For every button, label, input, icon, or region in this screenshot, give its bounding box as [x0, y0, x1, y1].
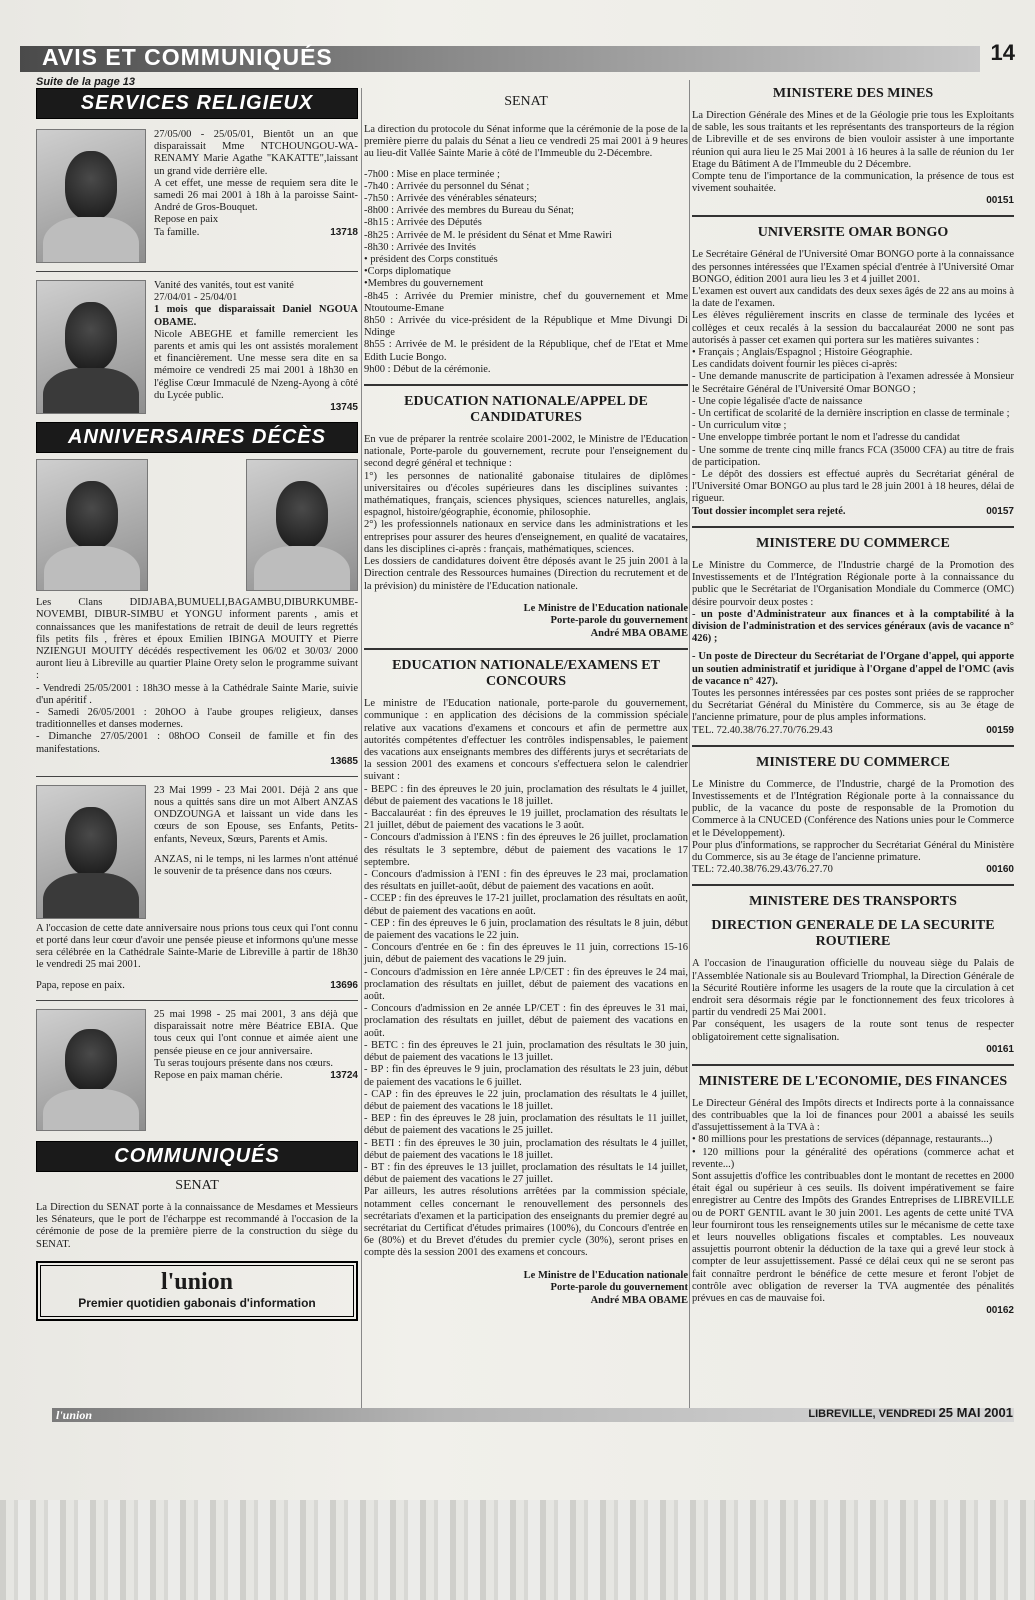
- exam-item: - BP : fin des épreuves le 9 juin, proclamation des résultats le 23 juin, début de paiement des vacations le 6 juillet.: [364, 1064, 688, 1088]
- notice-text: Vanité des vanités, tout est vanité: [154, 280, 294, 291]
- obituary-notice: [36, 280, 358, 414]
- notice-text: Le Ministre du Commerce, de l'Industrie, chargé de la Promotion des Investissements et de l'Intégration Régionale porte à la connaissance du public, de la vacance du poste de responsable de la Promotion du Commerce à la CNUCED (Conférence des Nations unies pour le Commerce et le Développement).: [692, 778, 1014, 839]
- exam-calendar: [364, 784, 688, 1187]
- schedule-item: 8h50 : Arrivée du vice-président de la République et Mme Divungi Di Ndinge: [364, 315, 688, 339]
- column-rule: [689, 80, 690, 1410]
- notice-text: Repose en paix: [154, 214, 219, 226]
- schedule-item: -8h25 : Arrivée de M. le président du Sénat et Mme Rawiri: [364, 229, 612, 241]
- notice-text: A l'occasion de cette date anniversaire nous prions tous ceux qui l'ont connu et porté dans leur cœur d'avoir une pensée pieuse et informons qu'une messe sera célébrée en la Cathédrale Sainte-Marie de Libreville à partir de 18h30 le vendredi 25 mai 2001.: [36, 922, 358, 971]
- section-heading: MINISTERE DES MINES: [772, 86, 934, 101]
- continued-from: Suite de la page 13: [36, 76, 136, 88]
- exam-item: - BEP : fin des épreuves le 28 juin, proclamation des résultats le 11 juillet, début de paiement des vacations le 25 juillet.: [364, 1113, 688, 1137]
- ad-reference: 00151: [986, 195, 1014, 207]
- newspaper-logo-box: [36, 1261, 358, 1321]
- notice-text: Les dossiers de candidatures doivent être déposés avant le 25 juin 2001 à la Direction centrale des Ressources humaines (Direction du recrutement et de la prévision) du ministère de l'Education nationale.: [364, 556, 688, 592]
- ad-reference: 00162: [986, 1305, 1014, 1317]
- portrait-photo: [36, 129, 146, 263]
- column-middle: [364, 88, 688, 1307]
- exam-item: - Concours d'entrée en 6e : fin des épreuves le 11 juin, corrections 15-16 juin, début de paiement des vacations le 29 juin.: [364, 942, 688, 966]
- obituary-notice: [36, 785, 358, 919]
- column-right: [692, 80, 1014, 1317]
- notice-text: 27/05/00 - 25/05/01, Bientôt un an que disparaissait Mme NTCHOUNGOU-WA-RENAMY Marie Agathe "KAKATTE",laissant un grand vide derrière elle.: [154, 129, 358, 177]
- job-post: - un poste d'Administrateur aux finances et à la comptabilité à la division de l'administration et des services généraux (avis de vacance n° 426) ;: [692, 608, 1014, 645]
- notice-text: ANZAS, ni le temps, ni les larmes n'ont atténué le souvenir de ta présence dans nos cœurs.: [154, 853, 358, 878]
- portrait-photo: [246, 459, 358, 591]
- exam-item: - BT : fin des épreuves le 13 juillet, proclamation des résultats le 14 juillet, début de paiement des vacations le 27 juillet.: [364, 1161, 688, 1186]
- ad-reference: 00159: [986, 724, 1014, 736]
- footer-city: LIBREVILLE, VENDREDI: [808, 1408, 936, 1420]
- schedule-item: •Corps diplomatique: [364, 266, 451, 278]
- portrait-photo: [36, 785, 146, 919]
- notice-signature: Ta famille.: [154, 226, 200, 238]
- schedule-item: 8h55 : Arrivée de M. le président de la République, chef de l'Etat et Mme Edith Lucie Bongo.: [364, 339, 688, 363]
- schedule-item: -8h00 : Arrivée des membres du Bureau du Sénat;: [364, 205, 574, 217]
- phone-numbers: TEL. 72.40.38/76.27.70/76.29.43: [692, 724, 833, 736]
- divider: [692, 215, 1014, 217]
- services-religieux-banner: SERVICES RELIGIEUX: [36, 88, 358, 119]
- section-heading: MINISTERE DU COMMERCE: [756, 535, 950, 551]
- notice-text: Le Ministre du Commerce, de l'Industrie chargé de la Promotion des Investissements et de l'Intégration Régionale porte à la connaissance du public que le Secrétariat de l'Organisation Mondiale du Commerce (OMC) désire pourvoir deux postes :: [692, 559, 1014, 608]
- section-title: AVIS ET COMMUNIQUÉS: [42, 44, 333, 70]
- divider: [692, 884, 1014, 886]
- divider: [364, 648, 688, 650]
- ad-reference: 13724: [330, 1069, 358, 1081]
- notice-text: En vue de préparer la rentrée scolaire 2001-2002, le Ministre de l'Education nationale, Porte-parole du gouvernement, recrute pour l'enseignement du second degré général et technique :: [364, 434, 688, 470]
- exam-item: - Concours d'admission en 2e année LP/CET : fin des épreuves le 31 mai, proclamation des résultats en juillet, début de paiement des vacations en août.: [364, 1003, 688, 1039]
- notice-text: Les candidats doivent fournir les pièces ci-après:: [692, 359, 898, 371]
- notice-text: Compte tenu de l'importance de la communication, la présence de tous est vivement souhaitée.: [692, 171, 1014, 195]
- section-heading: EDUCATION NATIONALE/APPEL DE CANDIDATURES: [404, 394, 648, 426]
- exam-item: - Concours d'admission à l'ENI : fin des épreuves le 23 mai, proclamation des résultats en juillet-août, début de paiement des vacations en août.: [364, 869, 688, 893]
- notice-text: Toutes les personnes intéressées par ces postes sont priées de se rapprocher du Secrétariat Général du Ministère du Commerce, sis au 3e étage de l'ancienne primature, pour de plus amples informations.: [692, 687, 1014, 724]
- notice-text: • 80 millions pour les prestations de services (dépannage, restaurants...): [692, 1134, 993, 1146]
- notice-text: 23 Mai 1999 - 23 Mai 2001. Déjà 2 ans que nous a quittés sans dire un mot Albert ANZAS ONDZOUNGA et laissant un vide dans les cœurs de son Epouse, ses Enfants, Petits-enfants, Neveux, Sœurs, Parents et Amis.: [154, 784, 358, 845]
- notice-item: - Dimanche 27/05/2001 : 08hOO Conseil de famille et fin des manifestations.: [36, 731, 358, 755]
- notice-text: Les élèves régulièrement inscrits en classe de terminale des lycées et collèges et ceux recalés à la session du baccalauréat 2000 ne sont pas autorisés à passer cet examen qui portera sur les matières suivantes :: [692, 310, 1014, 346]
- ad-reference: 13745: [330, 402, 358, 414]
- section-heading: UNIVERSITE OMAR BONGO: [757, 225, 949, 241]
- ad-reference: 13685: [330, 755, 358, 767]
- notice-text: A l'occasion de l'inauguration officielle du nouveau siège du Palais de l'Assemblée Nationale sis au Boulevard Triomphal, la Direction Générale de la Sécurité Routière informe les usagers de la route que la circulation à cet endroit sera désormais régie par le fonctionnement des feux tricolores à partir du vendredi 25 Mai 2001.: [692, 958, 1014, 1019]
- portrait-photo: [36, 1009, 146, 1131]
- signature-line: Le Ministre de l'Education nationale: [523, 602, 688, 614]
- schedule-item: -8h45 : Arrivée du Premier ministre, chef du gouvernement et Mme Ntoutoume-Emane: [364, 290, 688, 314]
- section-subheading: DIRECTION GENERALE DE LA SECURITE ROUTIERE: [711, 918, 995, 950]
- exam-item: - Baccalauréat : fin des épreuves le 19 juillet, proclamation des résultats le 21 juillet, début de paiement des vacations le 3 août.: [364, 808, 688, 832]
- notice-text: Par ailleurs, les autres résolutions arrêtées par la commission spéciale, notamment celles concernant le renouvellement des personnels des secrétariats d'examen et la participation des enseignants du premier degré au secrétariat du Certificat d'études primaires (100%), du Concours d'entrée en 6e (80%) et du Brevet d'études du premier cycle (30%), seront prises en compte dès la session 2001 des examens et concours.: [364, 1186, 688, 1259]
- signature-line: Le Ministre de l'Education nationale: [523, 1269, 688, 1281]
- page-number: 14: [990, 40, 1015, 65]
- newspaper-tagline: Premier quotidien gabonais d'information: [78, 1295, 316, 1310]
- communiques-banner: COMMUNIQUÉS: [36, 1141, 358, 1172]
- notice-text: 25 mai 1998 - 25 mai 2001, 3 ans déjà que disparaissait notre mère Béatrice EBIA. Que tous ceux qui l'ont connue et aimée aient une pensée pieuse en ce jour anniversaire.: [154, 1008, 358, 1057]
- ad-reference: 00160: [986, 864, 1014, 876]
- notice-text: A cet effet, une messe de requiem sera dite le samedi 26 mai 2001 à 18h à la paroisse Saint-André de Gros-Bouquet.: [154, 177, 358, 214]
- notice-text: La direction du protocole du Sénat informe que la cérémonie de la pose de la première pierre du palais du Sénat a lieu ce vendredi 25 mai 2001 à 9 heures au lieu-dit Vallée Sainte Marie à côté de l'Immeuble du 2-Décembre.: [364, 124, 688, 160]
- document-item: - Une demande manuscrite de participation à l'examen adressée à Monsieur le Secrétaire Général de l'Université Omar BONGO ;: [692, 371, 1014, 395]
- schedule-item: -8h15 : Arrivée des Députés: [364, 217, 482, 229]
- notice-text: Tout dossier incomplet sera rejeté.: [692, 505, 846, 517]
- notice-text: 2°) les professionnels nationaux en service dans les administrations et les entreprises pour assurer des heures d'enseignement, en qualité de vacataires, dans les disciplines ci-après : français, mathématiques, sciences.: [364, 519, 688, 555]
- notice-text: Le ministre de l'Education nationale, porte-parole du gouvernement, communique : en application des décisions de la commission spéciale relative aux vacations d'examens et concours et afin de permettre aux autorités compétentes d'effectuer les contrôles indispensables, le paiement des vacations aux enseignants membres des différents jurys et secrétariats de la session 2001 des examens et concours s'effectuera selon le calendrier suivant :: [364, 698, 688, 783]
- divider: [692, 1064, 1014, 1066]
- anniversaires-banner: ANNIVERSAIRES DÉCÈS: [36, 422, 358, 453]
- footer-dateline: [808, 1405, 1013, 1420]
- required-documents-list: [692, 371, 1014, 505]
- exam-item: - BETI : fin des épreuves le 30 juin, proclamation des résultats le 4 juillet, début de paiement des vacations le 18 juillet.: [364, 1137, 688, 1161]
- schedule-item: 9h00 : Début de la cérémonie.: [364, 363, 491, 375]
- notice-item: - Samedi 26/05/2001 : 20hOO à l'aube groupes religieux, danses traditionnelles et danses modernes.: [36, 707, 358, 731]
- signature-line: André MBA OBAME: [590, 627, 688, 639]
- schedule-item: -7h40 : Arrivée du personnel du Sénat ;: [364, 180, 530, 192]
- schedule-item: • président des Corps constitués: [364, 254, 498, 266]
- notice-text: 1°) les personnes de nationalité gabonaise titulaires de diplômes universitaires ou d'écoles supérieures dans les disciplines suivantes : mathématiques, français, sciences physiques, sciences naturelles, anglais, espagnol, histoire/géographie, économie, philosophie.: [364, 470, 688, 519]
- section-heading: SENAT: [175, 1177, 219, 1193]
- notice-text: Pour plus d'informations, se rapprocher du Secrétariat Général du Ministère du Commerce, sis au 3e étage de l'ancienne primature.: [692, 839, 1014, 863]
- photo-pair: [36, 459, 358, 591]
- signature-line: André MBA OBAME: [590, 1294, 688, 1306]
- phone-numbers: TEL: 72.40.38/76.29.43/76.27.70: [692, 864, 833, 876]
- divider: [36, 776, 358, 777]
- footer-date: 25 MAI 2001: [938, 1405, 1013, 1420]
- notice-text: Nicole ABEGHE et famille remercient les parents et amis qui les ont assistés moralement et financièrement. Une messe sera dite en sa mémoire ce vendredi 25 mai 2001 à 18h30 en l'église Cœur Immaculé de Nzeng-Ayong à côté du Lycée public.: [154, 328, 358, 401]
- document-item: - Le dépôt des dossiers est effectué auprès du Secrétariat général de l'Université Omar BONGO au plus tard le 28 juin 2001 à 18 heures, délai de rigueur.: [692, 469, 1014, 505]
- exam-item: - Concours d'admission en 1ère année LP/CET : fin des épreuves le 24 mai, proclamation des résultats en juillet, début de paiement des vacations en août.: [364, 966, 688, 1003]
- section-heading: MINISTERE DU COMMERCE: [756, 754, 950, 770]
- exam-item: - BETC : fin des épreuves le 21 juin, proclamation des résultats le 30 juin, début de paiement des vacations le 13 juillet.: [364, 1039, 688, 1064]
- notice-text: Tu seras toujours présente dans nos cœurs.: [154, 1057, 333, 1069]
- communique-text: La Direction du SENAT porte à la connaissance de Mesdames et Messieurs les Sénateurs, que le port de l'écharppe est recommandé à l'occasion de la cérémonie de pose de la première pierre de la construction du siège du SENAT.: [36, 1201, 358, 1250]
- exam-item: - CEP : fin des épreuves le 6 juin, proclamation des résultats le 8 juin, début de paiement des vacations le 22 juin.: [364, 917, 688, 942]
- notice-text: • 120 millions pour la généralité des opérations (commerce achat et revente...): [692, 1146, 1014, 1170]
- divider: [692, 526, 1014, 528]
- notice-text: 27/04/01 - 25/04/01: [154, 292, 238, 304]
- obituary-notice: [36, 1009, 358, 1131]
- document-item: - Un certificat de scolarité de la dernière inscription en classe de terminale ;: [692, 408, 1010, 420]
- newspaper-logo: l'union: [160, 1268, 234, 1295]
- document-item: - Une enveloppe timbrée portant le nom et l'adresse du candidat: [692, 432, 960, 444]
- notice-text: Les Clans DIDJABA,BUMUELI,BAGAMBU,DIBURKUMBE-NOVEMBI, DIBUR-SIMBU et YONGU informent parents , amis et connaissances que les manifestations de retrait de deuil de leurs regrettés fils petits fils , frères et époux Emilien IBINGA MOUITY et Pierre NZIENGUI MOUITY décédés respectivement les 06/02 et 30/03/ 2000 auront lieu à Libreville au quartier Plaine Orety selon le programme suivant :: [36, 597, 358, 682]
- notice-text: Sont assujettis d'office les contribuables dont le montant de recettes en 2000 était égal ou supérieur à ces seuils. Ils doivent impérativement se faire enregistrer au Centre des Impôts des Grandes Entreprises de LIBREVILLE ou de PORT GENTIL avant le 30 juin 2001. Les agents de cette unité TVA leur fourniront tous les renseignements utiles sur le mécanisme de cette taxe et leurs nouvelles obligations fiscales et comptables. Les nouveaux assujettis pourront obtenir la déduction de la taxe qui a grevé leur stock à compter de leur assujettissement. Passé ce délai ceux qui ne se seront pas fait connaître perdront le bénéfice de cette mesure et feront l'objet de contrôle avec obligation de reverser la TVA augmentée des pénalités prévues en cas de mauvaise foi.: [692, 1171, 1014, 1305]
- divider: [36, 271, 358, 272]
- exam-item: - CCEP : fin des épreuves le 17-21 juillet, proclamation des résultats en août, début de paiement des vacations en août.: [364, 893, 688, 917]
- exam-item: - CAP : fin des épreuves le 22 juin, proclamation des résultats le 4 juillet, début de paiement des vacations le 18 juillet.: [364, 1088, 688, 1112]
- column-rule: [361, 88, 362, 1408]
- signature-line: Porte-parole du gouvernement: [550, 1282, 688, 1294]
- notice-item: - Vendredi 25/05/2001 : 18h3O messe à la Cathédrale Sainte Marie, suivie d'un apéritif .: [36, 682, 358, 706]
- ad-reference: 13696: [330, 979, 358, 991]
- section-heading: MINISTERE DES TRANSPORTS: [749, 894, 957, 910]
- document-item: - Un curriculum vitœ ;: [692, 420, 787, 432]
- document-item: - Une copie légalisée d'acte de naissance: [692, 395, 863, 407]
- document-item: - Une somme de trente cinq mille francs FCA (35000 CFA) au titre de frais de participation.: [692, 444, 1014, 468]
- signature-block: [364, 1270, 688, 1308]
- signature-line: Porte-parole du gouvernement: [550, 615, 688, 627]
- ceremony-schedule: [364, 169, 688, 376]
- divider: [36, 1000, 358, 1001]
- schedule-item: -7h50 : Arrivée des vénérables sénateurs;: [364, 193, 537, 205]
- schedule-item: -7h00 : Mise en place terminée ;: [364, 168, 500, 180]
- section-heading: EDUCATION NATIONALE/EXAMENS ET CONCOURS: [392, 658, 660, 690]
- ad-reference: 00157: [986, 505, 1014, 517]
- obituary-notice: [36, 129, 358, 263]
- divider: [364, 384, 688, 386]
- notice-text: • Français ; Anglais/Espagnol ; Histoire Géographie.: [692, 347, 913, 359]
- job-post: - Un poste de Directeur du Secrétariat de l'Organe d'appel, qui apporte un soutien administratif et juridique à l'Organe d'appel de l'OMC (avis de vacance n° 427).: [692, 651, 1014, 687]
- schedule-item: •Membres du gouvernement: [364, 278, 484, 290]
- notice-text: L'examen est ouvert aux candidats des deux sexes âgés de 22 ans au moins à la date de l'examen.: [692, 286, 1014, 310]
- notice-text: Papa, repose en paix.: [36, 979, 125, 991]
- notice-text: La Direction Générale des Mines et de la Géologie prie tous les Exploitants de sable, les sous traitants et les représentants des transporteurs de la région de Libreville et de ses environs de bien vouloir assister à une importante réunion qui aura lieu le 25 Mai 2001 à 16 heures à la salle de réunion du 1er Etage du Bâtiment A de l'Immeuble du 2 Décembre.: [692, 110, 1014, 170]
- exam-item: - Concours d'admission à l'ENS : fin des épreuves le 26 juillet, proclamation des résultats le 3 septembre, début de paiement des vacations le 17 septembre.: [364, 832, 688, 868]
- footer-brand: l'union: [56, 1408, 93, 1422]
- notice-text: 1 mois que disparaissait Daniel NGOUA OBAME.: [154, 304, 358, 328]
- notice-text: Repose en paix maman chérie.: [154, 1069, 283, 1081]
- notice-text: Le Directeur Général des Impôts directs et Indirects porte à la connaissance des contribuables que la loi de finances pour 2001 a abaissé les seuils d'assujettissement à la TVA à :: [692, 1097, 1014, 1134]
- portrait-photo: [36, 459, 148, 591]
- schedule-item: -8h30 : Arrivée des Invités: [364, 241, 476, 253]
- signature-block: [364, 603, 688, 641]
- portrait-photo: [36, 280, 146, 414]
- divider: [692, 745, 1014, 747]
- notice-text: Le Secrétaire Général de l'Université Omar BONGO porte à la connaissance des personnes intéressées que l'Examen spécial d'entrée à l'Université Omar BONGO, édition 2001 aura lieu les 3 et 4 juillet 2001.: [692, 249, 1014, 285]
- ad-reference: 13718: [330, 226, 358, 238]
- scan-edge-stripes: [0, 1500, 1035, 1600]
- column-left: [36, 88, 358, 1321]
- ad-reference: 00161: [986, 1043, 1014, 1055]
- section-heading: MINISTERE DE L'ECONOMIE, DES FINANCES: [698, 1073, 1008, 1089]
- section-heading: SENAT: [504, 94, 548, 109]
- notice-text: Par conséquent, les usagers de la route sont tenus de respecter obligatoirement cette signalisation.: [692, 1019, 1014, 1043]
- exam-item: - BEPC : fin des épreuves le 20 juin, proclamation des résultats le 4 juillet, début de paiement des vacations le 18 juillet.: [364, 783, 688, 807]
